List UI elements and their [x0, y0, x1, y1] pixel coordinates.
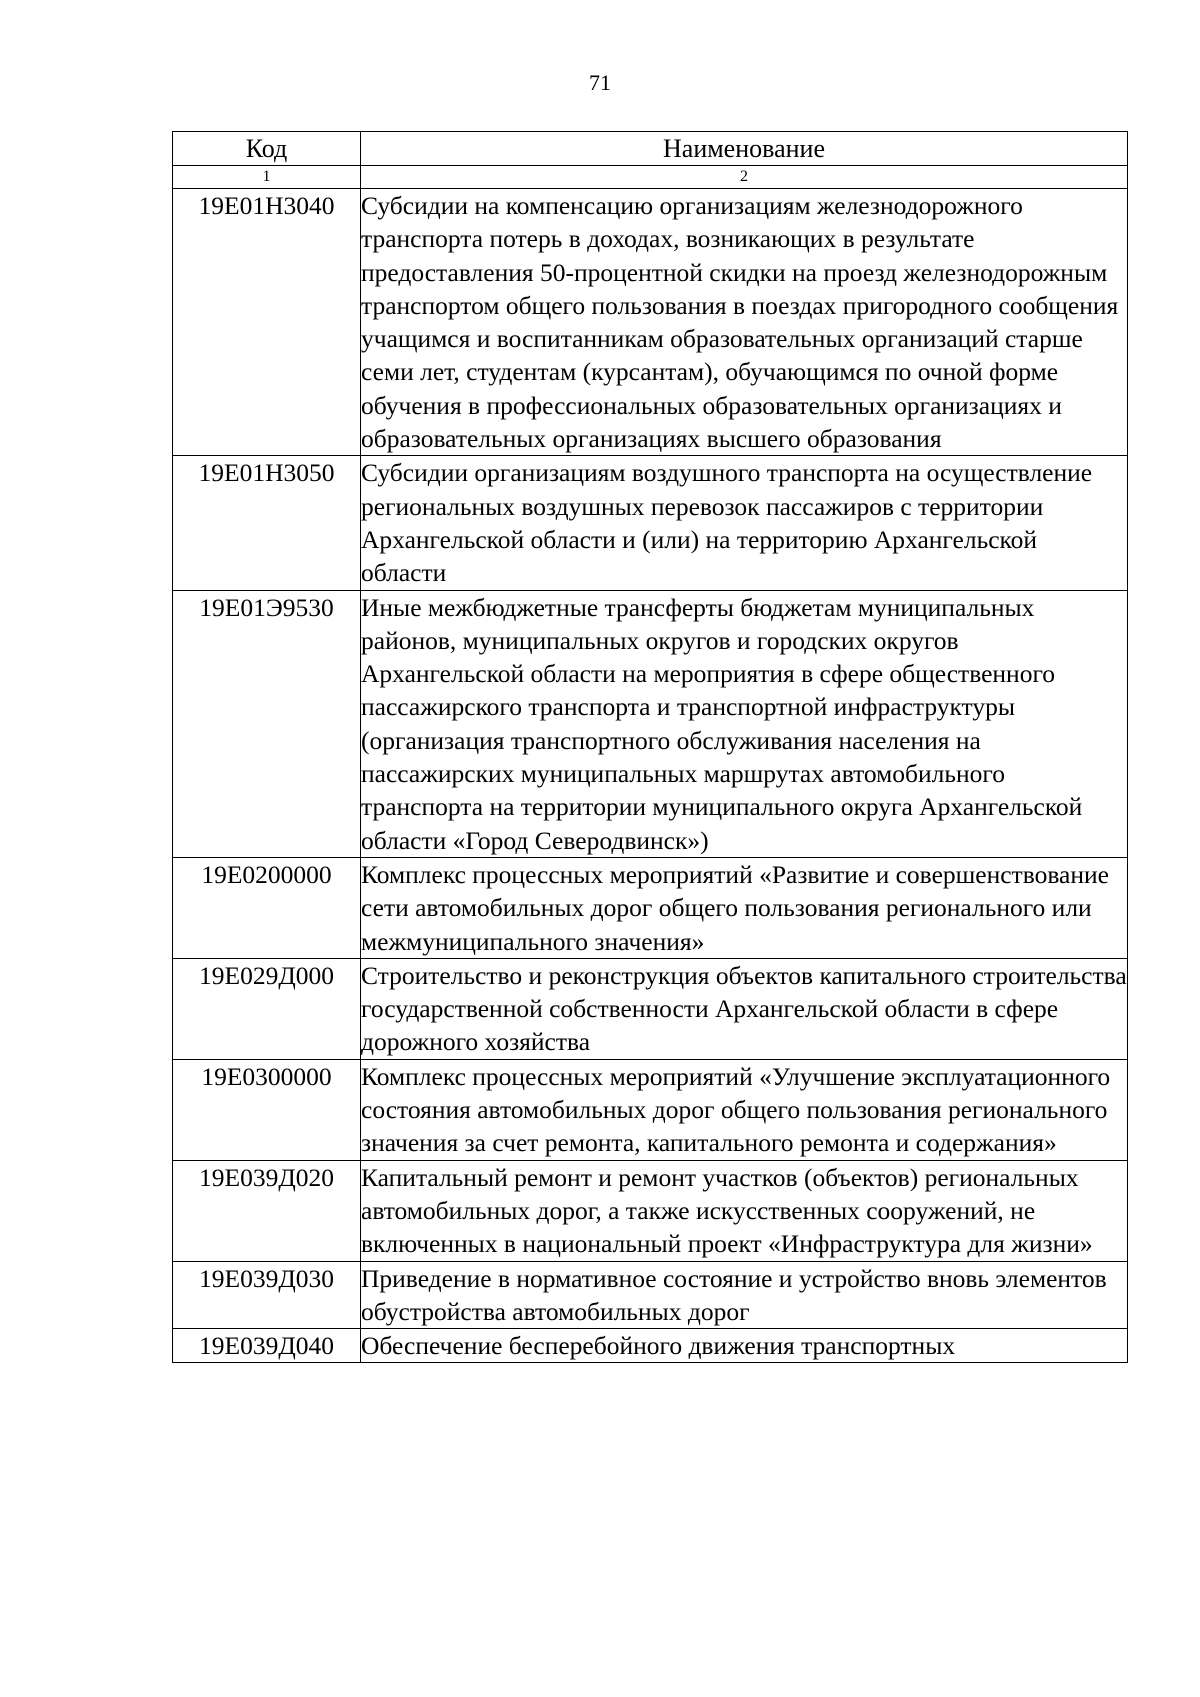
row-name: Комплекс процессных мероприятий «Улучшение эксплуатационного состояния автомобильных дорог общего пользования регионального значения за счет ремонта, капитального ремонта и содержания» — [361, 1059, 1128, 1160]
column-number-name: 2 — [361, 166, 1128, 189]
table-header-row — [173, 132, 1128, 166]
table-row — [173, 590, 1128, 857]
row-name: Комплекс процессных мероприятий «Развитие и совершенствование сети автомобильных дорог общего пользования регионального или межмуниципального значения» — [361, 857, 1128, 958]
row-code: 19Е0200000 — [173, 857, 361, 958]
row-code: 19Е0300000 — [173, 1059, 361, 1160]
row-code: 19Е01Э9530 — [173, 590, 361, 857]
row-name: Иные межбюджетные трансферты бюджетам муниципальных районов, муниципальных округов и городских округов Архангельской области на мероприятия в сфере общественного пассажирского транспорта и транспортной инфраструктуры (организация транспортного обслуживания населения на пассажирских муниципальных маршрутах автомобильного транспорта на территории муниципального округа Архангельской области «Город Северодвинск») — [361, 590, 1128, 857]
row-name: Субсидии на компенсацию организациям железнодорожного транспорта потерь в доходах, возникающих в результате предоставления 50-процентной скидки на проезд железнодорожным транспортом общего пользования в поездах пригородного сообщения учащимся и воспитанникам образовательных организаций старше семи лет, студентам (курсантам), обучающимся по очной форме обучения в профессиональных образовательных организациях и образовательных организациях высшего образования — [361, 189, 1128, 456]
row-code: 19Е039Д030 — [173, 1261, 361, 1329]
table-row — [173, 1261, 1128, 1329]
table-row — [173, 456, 1128, 590]
row-name: Капитальный ремонт и ремонт участков (объектов) региональных автомобильных дорог, а также искусственных сооружений, не включенных в национальный проект «Инфраструктура для жизни» — [361, 1160, 1128, 1261]
column-number-code: 1 — [173, 166, 361, 189]
row-code: 19Е039Д020 — [173, 1160, 361, 1261]
row-name: Обеспечение бесперебойного движения транспортных — [361, 1329, 1128, 1363]
header-name: Наименование — [361, 132, 1128, 166]
budget-codes-table — [172, 131, 1128, 1363]
row-name: Субсидии организациям воздушного транспорта на осуществление региональных воздушных перевозок пассажиров с территории Архангельской области и (или) на территорию Архангельской области — [361, 456, 1128, 590]
header-code: Код — [173, 132, 361, 166]
row-code: 19Е039Д040 — [173, 1329, 361, 1363]
row-code: 19Е01Н3050 — [173, 456, 361, 590]
row-name: Приведение в нормативное состояние и устройство вновь элементов обустройства автомобильных дорог — [361, 1261, 1128, 1329]
row-name: Строительство и реконструкция объектов капитального строительства государственной собственности Архангельской области в сфере дорожного хозяйства — [361, 958, 1128, 1059]
table-row — [173, 857, 1128, 958]
table-row — [173, 1160, 1128, 1261]
table-row — [173, 189, 1128, 456]
table-row — [173, 1059, 1128, 1160]
row-code: 19Е029Д000 — [173, 958, 361, 1059]
table-row — [173, 958, 1128, 1059]
page-number: 71 — [589, 70, 611, 95]
column-number-row — [173, 166, 1128, 189]
row-code: 19Е01Н3040 — [173, 189, 361, 456]
table-row — [173, 1329, 1128, 1363]
